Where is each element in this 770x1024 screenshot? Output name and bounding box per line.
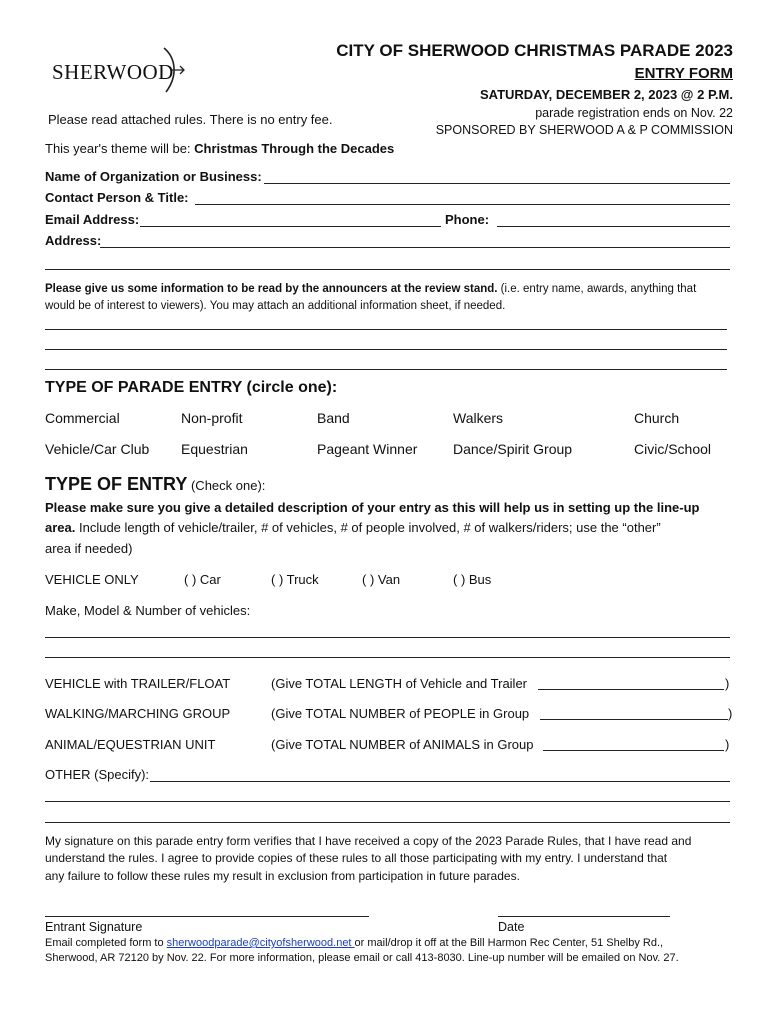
animal-hint: (Give TOTAL NUMBER of ANIMALS in Group [271,737,534,752]
registration-deadline: parade registration ends on Nov. 22 [535,106,733,120]
option-commercial[interactable]: Commercial [45,410,120,426]
sherwood-logo-mark [158,46,188,94]
signature-field[interactable] [45,916,369,917]
footer-line-2: Sherwood, AR 72120 by Nov. 22. For more information, please email or call 413-8030. Line-up number will be emailed on Nov. 27. [45,952,679,964]
email-label: Email Address: [45,212,140,227]
announcer-instructions-2: would be of interest to viewers). You may attach an additional information sheet, if needed. [45,300,506,312]
animal-label[interactable]: ANIMAL/EQUESTRIAN UNIT [45,737,216,752]
org-label: Name of Organization or Business: [45,169,262,184]
make-model-line-1[interactable] [45,637,730,638]
vehicle-van-option[interactable]: ( ) Van [362,572,401,587]
date-field[interactable] [498,916,670,917]
contact-label: Contact Person & Title: [45,190,189,205]
other-field[interactable] [150,781,730,782]
announcer-instructions: Please give us some information to be read by the announcers at the review stand. (i.e. entry name, awards, anything that [45,283,697,295]
vehicle-truck-option[interactable]: ( ) Truck [271,572,319,587]
make-model-label: Make, Model & Number of vehicles: [45,603,251,618]
entry-description-1: Please make sure you give a detailed description of your entry as this will help us in setting up the line-up [45,500,700,515]
agreement-line-2: understand the rules. I agree to provide copies of these rules to all those participating with my entry. I understand that [45,851,668,865]
walking-label[interactable]: WALKING/MARCHING GROUP [45,706,231,721]
walking-number-field[interactable] [540,719,728,720]
trailer-hint: (Give TOTAL LENGTH of Vehicle and Trailer [271,676,528,691]
email-link[interactable]: sherwoodparade@cityofsherwood.net [166,937,355,949]
option-civic-school[interactable]: Civic/School [634,441,712,457]
parade-date: SATURDAY, DECEMBER 2, 2023 @ 2 P.M. [479,87,733,102]
address-label: Address: [45,233,102,248]
agreement-line-1: My signature on this parade entry form verifies that I have received a copy of the 2023 Parade Rules, that I have read and [45,834,692,848]
option-non-profit[interactable]: Non-profit [181,410,243,426]
page-title: CITY OF SHERWOOD CHRISTMAS PARADE 2023 [336,41,733,60]
phone-label: Phone: [445,212,490,227]
option-church[interactable]: Church [634,410,680,426]
option-pageant-winner[interactable]: Pageant Winner [317,441,418,457]
email-field[interactable] [140,226,441,227]
vehicle-car-option[interactable]: ( ) Car [184,572,221,587]
animal-close-paren: ) [725,737,730,752]
parade-type-heading: TYPE OF PARADE ENTRY (circle one): [45,379,338,396]
agreement-line-3: any failure to follow these rules my result in exclusion from participation in future parades. [45,869,520,883]
address-field[interactable] [100,247,730,248]
option-vehicle-car-club[interactable]: Vehicle/Car Club [45,441,150,457]
theme-value: Christmas Through the Decades [194,141,395,156]
make-model-line-2[interactable] [45,657,730,658]
entrant-signature-label: Entrant Signature [45,920,143,934]
date-label: Date [498,920,525,934]
option-equestrian[interactable]: Equestrian [181,441,248,457]
other-line-3[interactable] [45,822,730,823]
vehicle-only-label: VEHICLE ONLY [45,572,139,587]
option-walkers[interactable]: Walkers [453,410,504,426]
org-field[interactable] [264,183,730,184]
walking-close-paren: ) [728,706,733,721]
address-field-line2[interactable] [45,269,730,270]
announcer-line-3[interactable] [45,369,727,370]
theme-line: This year's theme will be: Christmas Through the Decades [45,141,395,156]
trailer-close-paren: ) [725,676,730,691]
form-name: ENTRY FORM [634,65,733,82]
other-line-2[interactable] [45,801,730,802]
walking-hint: (Give TOTAL NUMBER of PEOPLE in Group [271,706,530,721]
announcer-line-1[interactable] [45,329,727,330]
option-band[interactable]: Band [317,410,350,426]
sherwood-logo-text: SHERWOOD [52,60,174,84]
vehicle-bus-option[interactable]: ( ) Bus [453,572,492,587]
rules-note: Please read attached rules. There is no entry fee. [48,112,333,127]
entry-description-3: area if needed) [45,541,133,556]
footer-line-1: Email completed form to sherwoodparade@cityofsherwood.net or mail/drop it off at the Bill Harmon Rec Center, 51 Shelby Rd., [45,937,664,949]
entry-description-2: area. Include length of vehicle/trailer, # of vehicles, # of people involved, # of walkers/riders; use the “other” [45,520,661,535]
option-dance-spirit-group[interactable]: Dance/Spirit Group [453,441,573,457]
animal-number-field[interactable] [543,750,724,751]
announcer-line-2[interactable] [45,349,727,350]
entry-type-heading: TYPE OF ENTRY (Check one): [45,474,266,494]
contact-field[interactable] [195,204,730,205]
sponsor-text: SPONSORED BY SHERWOOD A & P COMMISSION [435,123,733,137]
phone-field[interactable] [497,226,730,227]
trailer-length-field[interactable] [538,689,724,690]
trailer-label[interactable]: VEHICLE with TRAILER/FLOAT [45,676,231,691]
other-label[interactable]: OTHER (Specify): [45,767,150,782]
